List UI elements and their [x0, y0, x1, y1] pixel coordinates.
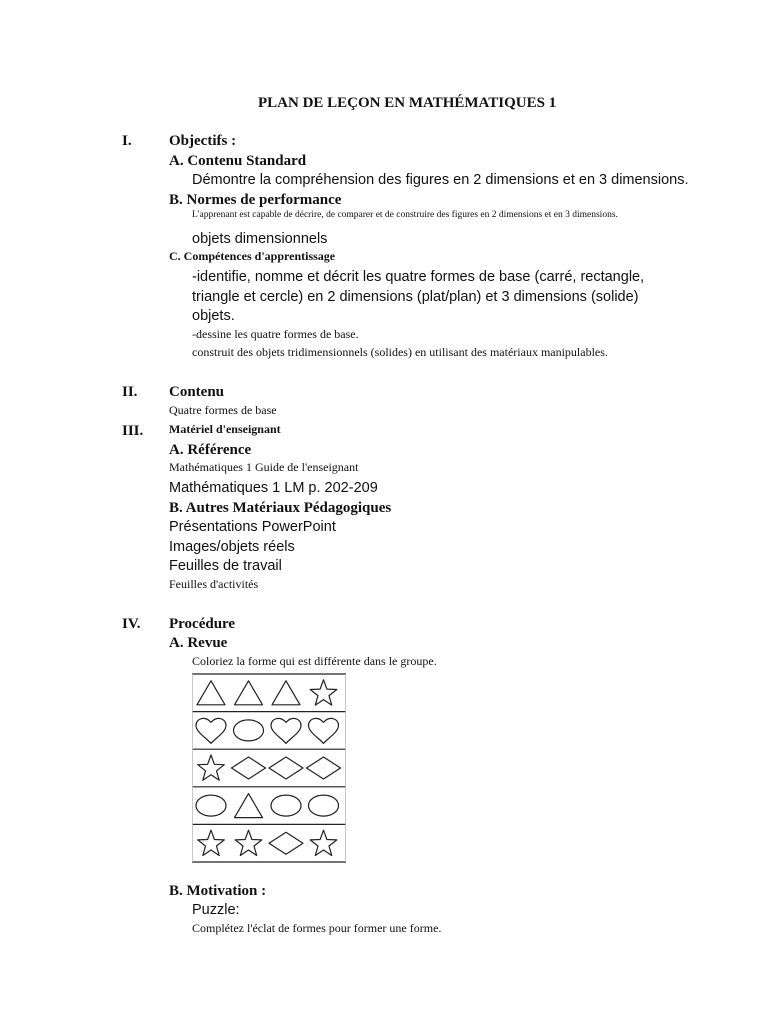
subsection-label-autres-materiaux: B. Autres Matériaux Pédagogiques — [169, 500, 392, 516]
section-heading-materiel: Matériel d'enseignant — [169, 422, 281, 436]
oval-shape — [234, 720, 264, 741]
materiaux-line-4: Feuilles d'activités — [169, 577, 259, 591]
star-shape — [198, 830, 225, 855]
star-shape — [198, 755, 225, 780]
heart-shape — [196, 718, 226, 743]
section-number-2: II. — [122, 384, 138, 400]
triangle-shape — [197, 681, 225, 705]
heart-shape — [309, 718, 339, 743]
competences-line-2: triangle et cercle) en 2 dimensions (plat/plan) et 3 dimensions (solide) — [192, 289, 639, 305]
oval-shape — [271, 795, 301, 816]
subsection-label-revue: A. Revue — [169, 635, 228, 651]
diamond-shape — [307, 757, 341, 779]
contenu-text: Quatre formes de base — [169, 403, 277, 417]
competences-line-3: objets. — [192, 308, 235, 324]
subsection-label-motivation: B. Motivation : — [169, 883, 267, 899]
subsection-label-normes: B. Normes de performance — [169, 192, 342, 208]
triangle-shape — [272, 681, 300, 705]
star-shape — [235, 830, 262, 855]
motivation-line-2: Complétez l'éclat de formes pour former une forme. — [192, 921, 442, 935]
competences-line-5: construit des objets tridimensionnels (solides) en utilisant des matériaux manipulables. — [192, 345, 608, 359]
oval-shape — [309, 795, 339, 816]
normes-text-2: objets dimensionnels — [192, 231, 328, 247]
contenu-standard-text: Démontre la compréhension des figures en 2 dimensions et en 3 dimensions. — [192, 172, 689, 188]
page-title: PLAN DE LEÇON EN MATHÉMATIQUES 1 — [258, 95, 557, 111]
competences-line-4: -dessine les quatre formes de base. — [192, 327, 359, 341]
subsection-label-competences: C. Compétences d'apprentissage — [169, 249, 336, 263]
materiaux-line-3: Feuilles de travail — [169, 558, 282, 574]
normes-text-small: L'apprenant est capable de décrire, de comparer et de construire des figures en 2 dimensions et en 3 dimensions. — [192, 210, 618, 220]
star-shape — [310, 830, 337, 855]
diamond-shape — [232, 757, 266, 779]
materiaux-line-2: Images/objets réels — [169, 539, 295, 555]
section-heading-objectifs: Objectifs : — [169, 133, 237, 149]
triangle-shape — [235, 794, 263, 818]
diamond-shape — [269, 832, 303, 854]
subsection-label-contenu-standard: A. Contenu Standard — [169, 153, 307, 169]
oval-shape — [196, 795, 226, 816]
section-number-4: IV. — [122, 616, 141, 632]
section-heading-contenu: Contenu — [169, 384, 225, 400]
triangle-shape — [235, 681, 263, 705]
subsection-label-reference: A. Référence — [169, 442, 252, 458]
star-shape — [310, 680, 337, 705]
reference-line-2: Mathématiques 1 LM p. 202-209 — [169, 480, 378, 496]
section-number-3: III. — [122, 423, 144, 439]
shape-worksheet — [192, 673, 346, 863]
competences-line-1: -identifie, nomme et décrit les quatre formes de base (carré, rectangle, — [192, 269, 645, 285]
reference-line-1: Mathématiques 1 Guide de l'enseignant — [169, 460, 359, 474]
diamond-shape — [269, 757, 303, 779]
heart-shape — [271, 718, 301, 743]
revue-text: Coloriez la forme qui est différente dans le groupe. — [192, 654, 437, 668]
motivation-line-1: Puzzle: — [192, 902, 240, 918]
materiaux-line-1: Présentations PowerPoint — [169, 519, 336, 535]
section-heading-procedure: Procédure — [169, 616, 236, 632]
section-number-1: I. — [122, 133, 132, 149]
